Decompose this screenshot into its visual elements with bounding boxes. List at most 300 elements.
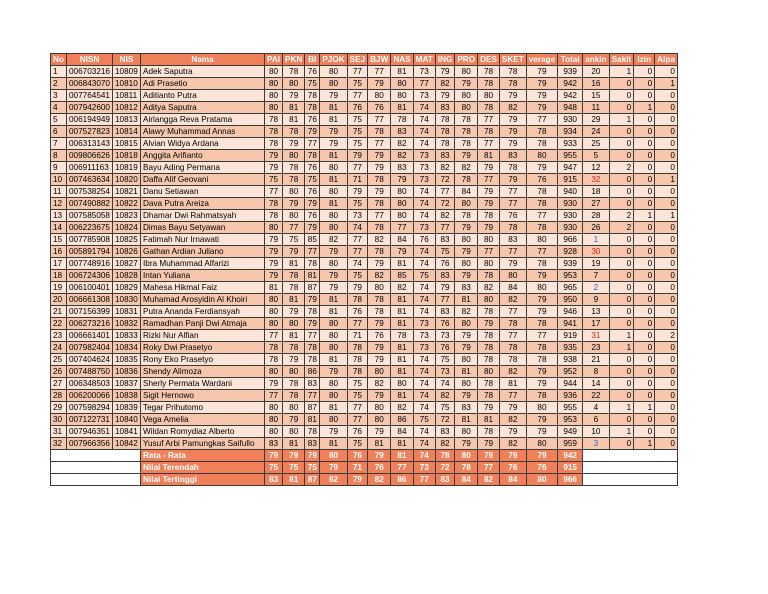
table-cell[interactable]: 0: [655, 102, 678, 114]
table-cell[interactable]: 0: [609, 270, 634, 282]
table-cell[interactable]: 006200066: [67, 390, 113, 402]
table-cell[interactable]: Sigit Hernowo: [141, 390, 265, 402]
table-cell[interactable]: 74: [413, 378, 435, 390]
table-cell[interactable]: 9: [51, 162, 67, 174]
table-cell[interactable]: 75: [435, 402, 455, 414]
table-cell[interactable]: 77: [347, 234, 367, 246]
table-cell[interactable]: 14: [583, 378, 609, 390]
table-cell[interactable]: 81: [283, 258, 305, 270]
table-cell[interactable]: 74: [413, 138, 435, 150]
table-cell[interactable]: 27: [583, 198, 609, 210]
table-cell[interactable]: 78: [283, 174, 305, 186]
table-cell[interactable]: 20: [583, 66, 609, 78]
table-cell[interactable]: 80: [283, 402, 305, 414]
table-cell[interactable]: 79: [478, 162, 500, 174]
table-cell[interactable]: 0: [655, 90, 678, 102]
table-cell[interactable]: 83: [435, 270, 455, 282]
table-cell[interactable]: 79: [499, 90, 526, 102]
table-cell[interactable]: 31: [583, 330, 609, 342]
table-cell[interactable]: 80: [320, 318, 347, 330]
table-cell[interactable]: 79: [526, 270, 557, 282]
table-cell[interactable]: 78: [347, 342, 367, 354]
table-cell[interactable]: 77: [347, 414, 367, 426]
table-cell[interactable]: 75: [413, 414, 435, 426]
table-cell[interactable]: 73: [413, 174, 435, 186]
table-cell[interactable]: 81: [305, 270, 320, 282]
table-cell[interactable]: 81: [391, 366, 413, 378]
table-cell[interactable]: 78: [305, 90, 320, 102]
table-cell[interactable]: 81: [283, 330, 305, 342]
table-cell[interactable]: 78: [265, 114, 283, 126]
table-cell[interactable]: 1: [583, 234, 609, 246]
table-cell[interactable]: Yusuf Arbi Pamungkas Saifullo: [141, 438, 265, 450]
table-cell[interactable]: 82: [455, 162, 478, 174]
table-cell[interactable]: 79: [455, 78, 478, 90]
table-cell[interactable]: 80: [478, 258, 500, 270]
table-cell[interactable]: 77: [499, 198, 526, 210]
table-cell[interactable]: 81: [478, 150, 500, 162]
column-header[interactable]: PKN: [283, 54, 305, 66]
table-cell[interactable]: 81: [455, 414, 478, 426]
table-cell[interactable]: 79: [368, 426, 391, 438]
table-cell[interactable]: 78: [478, 354, 500, 366]
table-cell[interactable]: 80: [368, 90, 391, 102]
table-cell[interactable]: 80: [526, 402, 557, 414]
table-cell[interactable]: 0: [655, 138, 678, 150]
table-cell[interactable]: 75: [347, 390, 367, 402]
table-cell[interactable]: 79: [478, 438, 500, 450]
table-cell[interactable]: Fatimah Nur Irnawati: [141, 234, 265, 246]
table-cell[interactable]: 84: [391, 426, 413, 438]
table-cell[interactable]: 81: [320, 306, 347, 318]
table-cell[interactable]: 15: [51, 234, 67, 246]
table-cell[interactable]: Dava Putra Areiza: [141, 198, 265, 210]
table-cell[interactable]: 79: [455, 270, 478, 282]
table-cell[interactable]: 76: [413, 234, 435, 246]
column-header[interactable]: DES: [478, 54, 500, 66]
table-cell[interactable]: 25: [51, 354, 67, 366]
table-cell[interactable]: 80: [391, 186, 413, 198]
table-cell[interactable]: 005891794: [67, 246, 113, 258]
table-cell[interactable]: 81: [391, 438, 413, 450]
table-cell[interactable]: 79: [368, 354, 391, 366]
table-cell[interactable]: 82: [435, 162, 455, 174]
table-cell[interactable]: 73: [413, 342, 435, 354]
table-cell[interactable]: 82: [435, 210, 455, 222]
table-cell[interactable]: 83: [499, 150, 526, 162]
table-cell[interactable]: 76: [305, 186, 320, 198]
table-cell[interactable]: 74: [413, 402, 435, 414]
table-cell[interactable]: 10825: [113, 234, 141, 246]
table-cell[interactable]: 76: [526, 174, 557, 186]
table-cell[interactable]: 73: [413, 330, 435, 342]
table-cell[interactable]: 79: [499, 138, 526, 150]
table-cell[interactable]: 4: [51, 102, 67, 114]
table-cell[interactable]: 78: [526, 390, 557, 402]
table-cell[interactable]: 0: [634, 282, 655, 294]
table-cell[interactable]: 947: [558, 162, 583, 174]
table-cell[interactable]: 79: [391, 174, 413, 186]
table-cell[interactable]: 007122731: [67, 414, 113, 426]
table-cell[interactable]: 10819: [113, 162, 141, 174]
table-cell[interactable]: 948: [558, 102, 583, 114]
table-cell[interactable]: 007585058: [67, 210, 113, 222]
table-cell[interactable]: 79: [320, 90, 347, 102]
table-cell[interactable]: 007764541: [67, 90, 113, 102]
table-cell[interactable]: 30: [583, 246, 609, 258]
table-cell[interactable]: 78: [526, 354, 557, 366]
summary-value[interactable]: 75: [305, 462, 320, 474]
table-cell[interactable]: 77: [265, 390, 283, 402]
table-cell[interactable]: 79: [455, 342, 478, 354]
table-cell[interactable]: 81: [320, 150, 347, 162]
table-cell[interactable]: 0: [634, 162, 655, 174]
table-cell[interactable]: 78: [283, 126, 305, 138]
table-cell[interactable]: 78: [368, 126, 391, 138]
table-cell[interactable]: 77: [526, 210, 557, 222]
table-cell[interactable]: 0: [634, 354, 655, 366]
summary-value[interactable]: 80: [320, 450, 347, 462]
table-cell[interactable]: Dhamar Dwi Rahmatsyah: [141, 210, 265, 222]
summary-value[interactable]: 80: [526, 474, 557, 486]
table-cell[interactable]: 80: [283, 318, 305, 330]
table-cell[interactable]: 6: [51, 126, 67, 138]
table-cell[interactable]: 006194949: [67, 114, 113, 126]
table-cell[interactable]: 18: [583, 186, 609, 198]
table-cell[interactable]: 0: [609, 318, 634, 330]
table-cell[interactable]: 80: [265, 102, 283, 114]
table-cell[interactable]: 77: [526, 114, 557, 126]
table-cell[interactable]: 79: [368, 186, 391, 198]
table-cell[interactable]: 007966356: [67, 438, 113, 450]
column-header[interactable]: Sakit: [609, 54, 634, 66]
table-cell[interactable]: Mahesa Hikmal Faiz: [141, 282, 265, 294]
table-cell[interactable]: 80: [265, 426, 283, 438]
table-cell[interactable]: 28: [583, 210, 609, 222]
table-cell[interactable]: 77: [499, 390, 526, 402]
table-cell[interactable]: 79: [305, 126, 320, 138]
table-cell[interactable]: 81: [391, 66, 413, 78]
table-cell[interactable]: 75: [283, 234, 305, 246]
table-cell[interactable]: 72: [435, 198, 455, 210]
table-cell[interactable]: 10814: [113, 126, 141, 138]
table-cell[interactable]: 10823: [113, 210, 141, 222]
table-cell[interactable]: 0: [655, 390, 678, 402]
table-cell[interactable]: 78: [499, 66, 526, 78]
table-cell[interactable]: 0: [634, 294, 655, 306]
table-cell[interactable]: 78: [478, 66, 500, 78]
table-cell[interactable]: 74: [413, 426, 435, 438]
table-cell[interactable]: 80: [283, 78, 305, 90]
table-cell[interactable]: 80: [320, 210, 347, 222]
table-cell[interactable]: 0: [609, 390, 634, 402]
table-cell[interactable]: 21: [583, 354, 609, 366]
table-cell[interactable]: 20: [51, 294, 67, 306]
table-cell[interactable]: Intan Yuliana: [141, 270, 265, 282]
table-cell[interactable]: 1: [51, 66, 67, 78]
table-cell[interactable]: 1: [655, 210, 678, 222]
table-cell[interactable]: 79: [478, 186, 500, 198]
table-cell[interactable]: 71: [347, 330, 367, 342]
table-cell[interactable]: 78: [455, 138, 478, 150]
table-cell[interactable]: 23: [583, 342, 609, 354]
table-cell[interactable]: 77: [368, 210, 391, 222]
table-cell[interactable]: 78: [478, 126, 500, 138]
table-cell[interactable]: 79: [435, 90, 455, 102]
table-cell[interactable]: 10827: [113, 258, 141, 270]
table-cell[interactable]: 955: [558, 402, 583, 414]
column-header[interactable]: PAI: [265, 54, 283, 66]
table-cell[interactable]: 0: [609, 246, 634, 258]
table-cell[interactable]: 78: [283, 282, 305, 294]
table-cell[interactable]: 1: [634, 210, 655, 222]
table-cell[interactable]: 85: [305, 234, 320, 246]
table-cell[interactable]: 80: [526, 234, 557, 246]
table-cell[interactable]: 81: [320, 354, 347, 366]
table-cell[interactable]: 007785908: [67, 234, 113, 246]
table-cell[interactable]: 81: [391, 258, 413, 270]
table-cell[interactable]: 76: [435, 318, 455, 330]
table-cell[interactable]: 79: [320, 426, 347, 438]
table-cell[interactable]: Daffa Alif Geovani: [141, 174, 265, 186]
table-cell[interactable]: 950: [558, 294, 583, 306]
table-cell[interactable]: 0: [634, 198, 655, 210]
table-cell[interactable]: 76: [347, 102, 367, 114]
table-cell[interactable]: 0: [655, 414, 678, 426]
table-cell[interactable]: 76: [305, 210, 320, 222]
table-cell[interactable]: 76: [347, 306, 367, 318]
table-cell[interactable]: 0: [634, 426, 655, 438]
table-cell[interactable]: 82: [499, 414, 526, 426]
table-cell[interactable]: 16: [51, 246, 67, 258]
table-cell[interactable]: 74: [413, 210, 435, 222]
table-cell[interactable]: 0: [609, 198, 634, 210]
table-cell[interactable]: 76: [368, 330, 391, 342]
table-cell[interactable]: 80: [265, 222, 283, 234]
table-cell[interactable]: 81: [265, 282, 283, 294]
table-cell[interactable]: 82: [368, 270, 391, 282]
summary-label[interactable]: Nilai Terendah: [141, 462, 265, 474]
table-cell[interactable]: 77: [478, 174, 500, 186]
table-cell[interactable]: 81: [320, 294, 347, 306]
table-cell[interactable]: 80: [283, 210, 305, 222]
table-cell[interactable]: 80: [391, 210, 413, 222]
table-cell[interactable]: 0: [634, 90, 655, 102]
table-cell[interactable]: 24: [51, 342, 67, 354]
column-header[interactable]: Izin: [634, 54, 655, 66]
table-cell[interactable]: 82: [368, 378, 391, 390]
table-cell[interactable]: 79: [320, 366, 347, 378]
table-cell[interactable]: 82: [499, 102, 526, 114]
table-cell[interactable]: 27: [51, 378, 67, 390]
summary-value[interactable]: 79: [368, 450, 391, 462]
table-cell[interactable]: 75: [347, 270, 367, 282]
column-header[interactable]: BI: [305, 54, 320, 66]
column-header[interactable]: SKET: [499, 54, 526, 66]
table-cell[interactable]: 82: [499, 438, 526, 450]
table-cell[interactable]: 14: [51, 222, 67, 234]
summary-value[interactable]: 82: [320, 474, 347, 486]
table-cell[interactable]: 0: [634, 330, 655, 342]
summary-label[interactable]: Nilai Tertinggi: [141, 474, 265, 486]
table-cell[interactable]: 10831: [113, 306, 141, 318]
table-cell[interactable]: 81: [391, 102, 413, 114]
table-cell[interactable]: 0: [634, 150, 655, 162]
table-cell[interactable]: 79: [499, 114, 526, 126]
table-cell[interactable]: 80: [526, 282, 557, 294]
table-cell[interactable]: 0: [634, 234, 655, 246]
table-cell[interactable]: 81: [320, 402, 347, 414]
table-cell[interactable]: 81: [499, 378, 526, 390]
table-cell[interactable]: 10840: [113, 414, 141, 426]
table-cell[interactable]: 74: [413, 114, 435, 126]
table-cell[interactable]: 81: [391, 318, 413, 330]
table-cell[interactable]: 16: [583, 78, 609, 90]
table-cell[interactable]: 76: [435, 258, 455, 270]
table-cell[interactable]: 81: [320, 174, 347, 186]
table-cell[interactable]: 77: [435, 294, 455, 306]
table-cell[interactable]: 80: [368, 414, 391, 426]
table-cell[interactable]: Gathan Ardian Juliano: [141, 246, 265, 258]
table-cell[interactable]: 78: [283, 66, 305, 78]
table-cell[interactable]: 78: [478, 390, 500, 402]
table-cell[interactable]: 79: [283, 306, 305, 318]
table-cell[interactable]: 10832: [113, 318, 141, 330]
summary-value[interactable]: 75: [265, 462, 283, 474]
table-cell[interactable]: 0: [609, 102, 634, 114]
table-cell[interactable]: 80: [478, 90, 500, 102]
table-cell[interactable]: 930: [558, 114, 583, 126]
table-cell[interactable]: 79: [265, 378, 283, 390]
summary-value[interactable]: 84: [455, 474, 478, 486]
table-cell[interactable]: 78: [478, 270, 500, 282]
table-cell[interactable]: 007748916: [67, 258, 113, 270]
table-cell[interactable]: 87: [305, 282, 320, 294]
column-header[interactable]: SEJ: [347, 54, 367, 66]
summary-value[interactable]: 81: [283, 474, 305, 486]
table-cell[interactable]: 80: [283, 426, 305, 438]
table-cell[interactable]: 10842: [113, 438, 141, 450]
table-cell[interactable]: 81: [391, 306, 413, 318]
table-cell[interactable]: 006313143: [67, 138, 113, 150]
summary-value[interactable]: 84: [499, 474, 526, 486]
summary-value[interactable]: 78: [435, 450, 455, 462]
table-cell[interactable]: 79: [368, 150, 391, 162]
table-cell[interactable]: 77: [368, 114, 391, 126]
table-cell[interactable]: Aditya Saputra: [141, 102, 265, 114]
table-cell[interactable]: 78: [478, 426, 500, 438]
table-cell[interactable]: 0: [655, 402, 678, 414]
column-header[interactable]: NISN: [67, 54, 113, 66]
table-cell[interactable]: 80: [265, 306, 283, 318]
table-cell[interactable]: 77: [305, 330, 320, 342]
table-cell[interactable]: 78: [526, 258, 557, 270]
table-cell[interactable]: 77: [499, 246, 526, 258]
table-cell[interactable]: 25: [583, 138, 609, 150]
table-cell[interactable]: 10811: [113, 90, 141, 102]
table-cell[interactable]: 81: [283, 102, 305, 114]
table-cell[interactable]: 28: [51, 390, 67, 402]
table-cell[interactable]: 79: [526, 306, 557, 318]
table-cell[interactable]: 78: [265, 210, 283, 222]
table-cell[interactable]: 0: [634, 126, 655, 138]
table-cell[interactable]: 0: [655, 438, 678, 450]
summary-value[interactable]: 74: [413, 450, 435, 462]
table-cell[interactable]: 78: [478, 342, 500, 354]
table-cell[interactable]: 83: [265, 438, 283, 450]
table-cell[interactable]: 79: [265, 234, 283, 246]
table-cell[interactable]: 77: [478, 114, 500, 126]
table-cell[interactable]: 78: [305, 150, 320, 162]
table-cell[interactable]: 0: [634, 174, 655, 186]
table-cell[interactable]: 007156399: [67, 306, 113, 318]
table-cell[interactable]: 0: [609, 174, 634, 186]
table-cell[interactable]: 0: [609, 78, 634, 90]
table-cell[interactable]: 80: [391, 90, 413, 102]
table-cell[interactable]: 006843070: [67, 78, 113, 90]
table-cell[interactable]: 73: [413, 90, 435, 102]
table-cell[interactable]: 77: [368, 66, 391, 78]
table-cell[interactable]: 78: [526, 342, 557, 354]
table-cell[interactable]: 74: [347, 222, 367, 234]
table-cell[interactable]: 78: [455, 126, 478, 138]
summary-value[interactable]: 77: [391, 462, 413, 474]
table-cell[interactable]: 83: [455, 402, 478, 414]
table-cell[interactable]: 006724306: [67, 270, 113, 282]
table-cell[interactable]: 82: [499, 366, 526, 378]
table-cell[interactable]: 965: [558, 282, 583, 294]
table-cell[interactable]: 74: [413, 126, 435, 138]
table-cell[interactable]: 74: [435, 378, 455, 390]
table-cell[interactable]: 0: [634, 270, 655, 282]
table-cell[interactable]: 74: [413, 102, 435, 114]
table-cell[interactable]: 83: [435, 306, 455, 318]
table-cell[interactable]: 79: [455, 438, 478, 450]
table-cell[interactable]: 77: [347, 162, 367, 174]
table-cell[interactable]: 22: [583, 390, 609, 402]
table-cell[interactable]: Sherly Permata Wardani: [141, 378, 265, 390]
table-cell[interactable]: 0: [655, 114, 678, 126]
table-cell[interactable]: 15: [583, 90, 609, 102]
summary-value[interactable]: 966: [558, 474, 583, 486]
table-cell[interactable]: 9: [583, 294, 609, 306]
table-cell[interactable]: 74: [413, 438, 435, 450]
table-cell[interactable]: 30: [51, 414, 67, 426]
summary-value[interactable]: 79: [305, 450, 320, 462]
table-cell[interactable]: 0: [634, 186, 655, 198]
table-cell[interactable]: 0: [609, 378, 634, 390]
table-cell[interactable]: 007490882: [67, 198, 113, 210]
column-header[interactable]: No: [51, 54, 67, 66]
table-cell[interactable]: 0: [634, 378, 655, 390]
table-cell[interactable]: 007527823: [67, 126, 113, 138]
table-cell[interactable]: 81: [368, 438, 391, 450]
table-cell[interactable]: 79: [283, 90, 305, 102]
column-header[interactable]: ankin: [583, 54, 609, 66]
table-cell[interactable]: 78: [305, 342, 320, 354]
table-cell[interactable]: 77: [265, 330, 283, 342]
table-cell[interactable]: 80: [265, 90, 283, 102]
summary-value[interactable]: 86: [391, 474, 413, 486]
summary-value[interactable]: 79: [347, 474, 367, 486]
table-cell[interactable]: 19: [583, 258, 609, 270]
table-cell[interactable]: 10: [51, 174, 67, 186]
table-cell[interactable]: 1: [655, 174, 678, 186]
table-cell[interactable]: 80: [320, 78, 347, 90]
table-cell[interactable]: 83: [435, 150, 455, 162]
table-cell[interactable]: 0: [655, 282, 678, 294]
table-cell[interactable]: 78: [435, 138, 455, 150]
